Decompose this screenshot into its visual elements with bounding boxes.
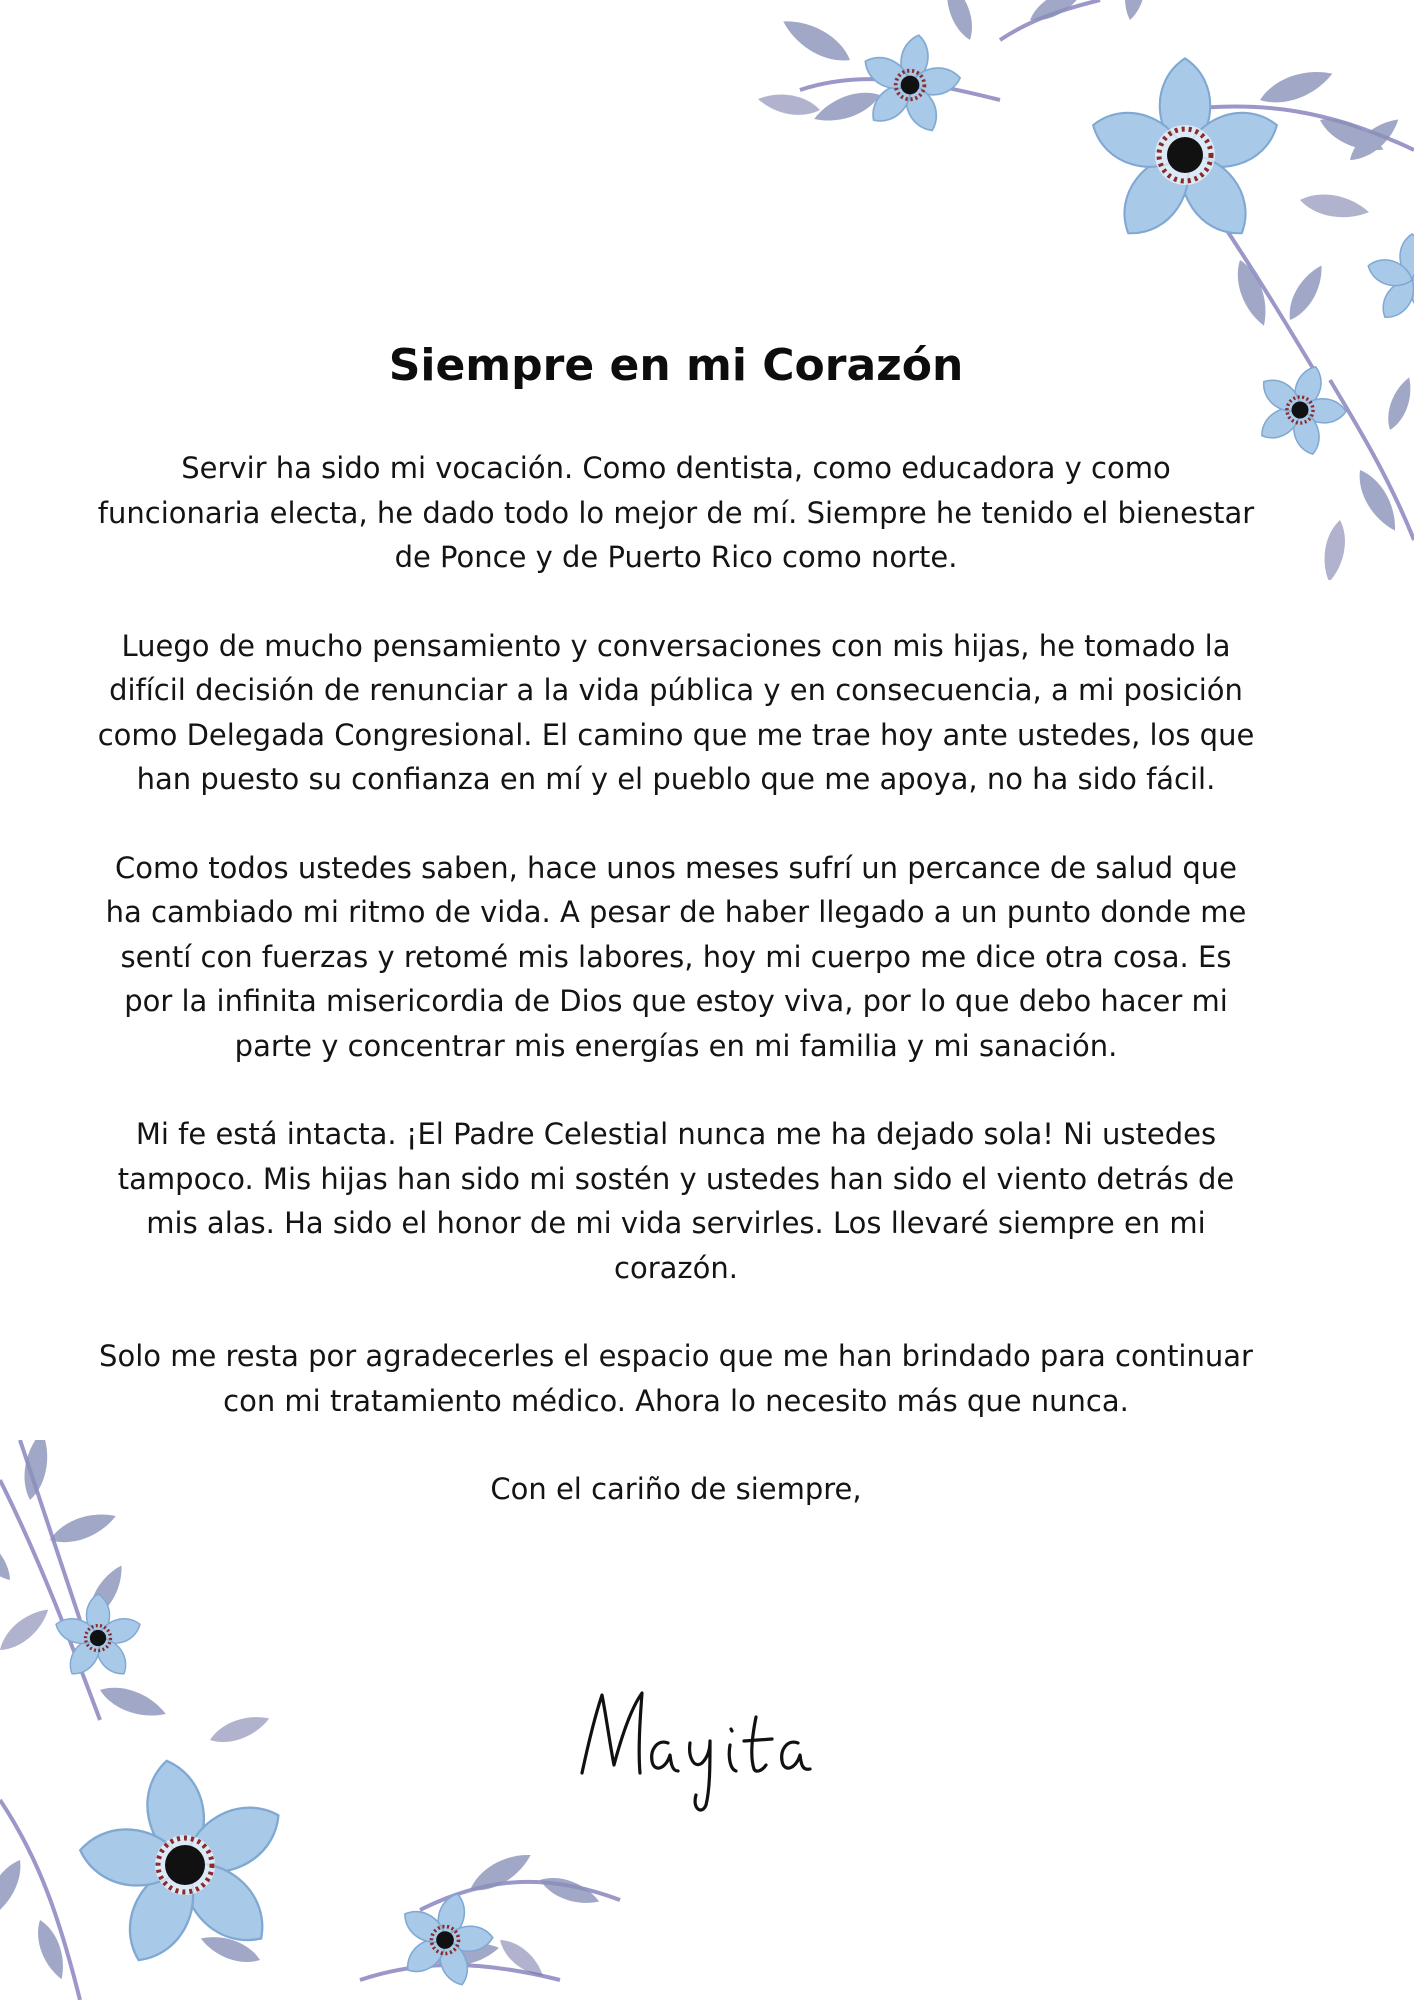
letter-title: Siempre en mi Corazón [388, 340, 964, 391]
letter-paragraph-5: Solo me resta por agradecerles el espacio que me han brindado para continuar con mi tratamiento médico. Ahora lo necesito más que nunca. [99, 1339, 1253, 1418]
letter-closing: Con el cariño de siempre, [490, 1472, 862, 1506]
letter-paragraph-4: Mi fe está intacta. ¡El Padre Celestial nunca me ha dejado sola! Ni ustedes tampoco. Mis hijas han sido mi sostén y ustedes han sido el viento detrás de mis alas. Ha sido el honor de mi vida servirles. Los llevaré siempre en mi corazón. [117, 1117, 1235, 1285]
letter-paragraph-2: Luego de mucho pensamiento y conversaciones con mis hijas, he tomado la difícil decisión de renunciar a la vida pública y en consecuencia, a mi posición como Delegada Congresional. El camino que me trae hoy ante ustedes, los que han puesto su confianza en mí y el pueblo que me apoya, no ha sido fácil. [97, 628, 1255, 796]
letter-paragraph-1: Servir ha sido mi vocación. Como dentista, como educadora y como funcionaria electa, he dado todo lo mejor de mí. Siempre he tenido el bienestar de Ponce y de Puerto Rico como norte. [97, 451, 1255, 574]
floral-decoration-bottom-left [0, 1440, 640, 2000]
signature-mayita [560, 1665, 850, 1815]
letter-body [96, 330, 1256, 1512]
letter-paragraph-3: Como todos ustedes saben, hace unos meses sufrí un percance de salud que ha cambiado mi ritmo de vida. A pesar de haber llegado a un punto donde me sentí con fuerzas y retomé mis labores, hoy mi cuerpo me dice otra cosa. Es por la infinita misericordia de Dios que estoy viva, por lo que debo hacer mi parte y concentrar mis energías en mi familia y mi sanación. [105, 850, 1247, 1063]
